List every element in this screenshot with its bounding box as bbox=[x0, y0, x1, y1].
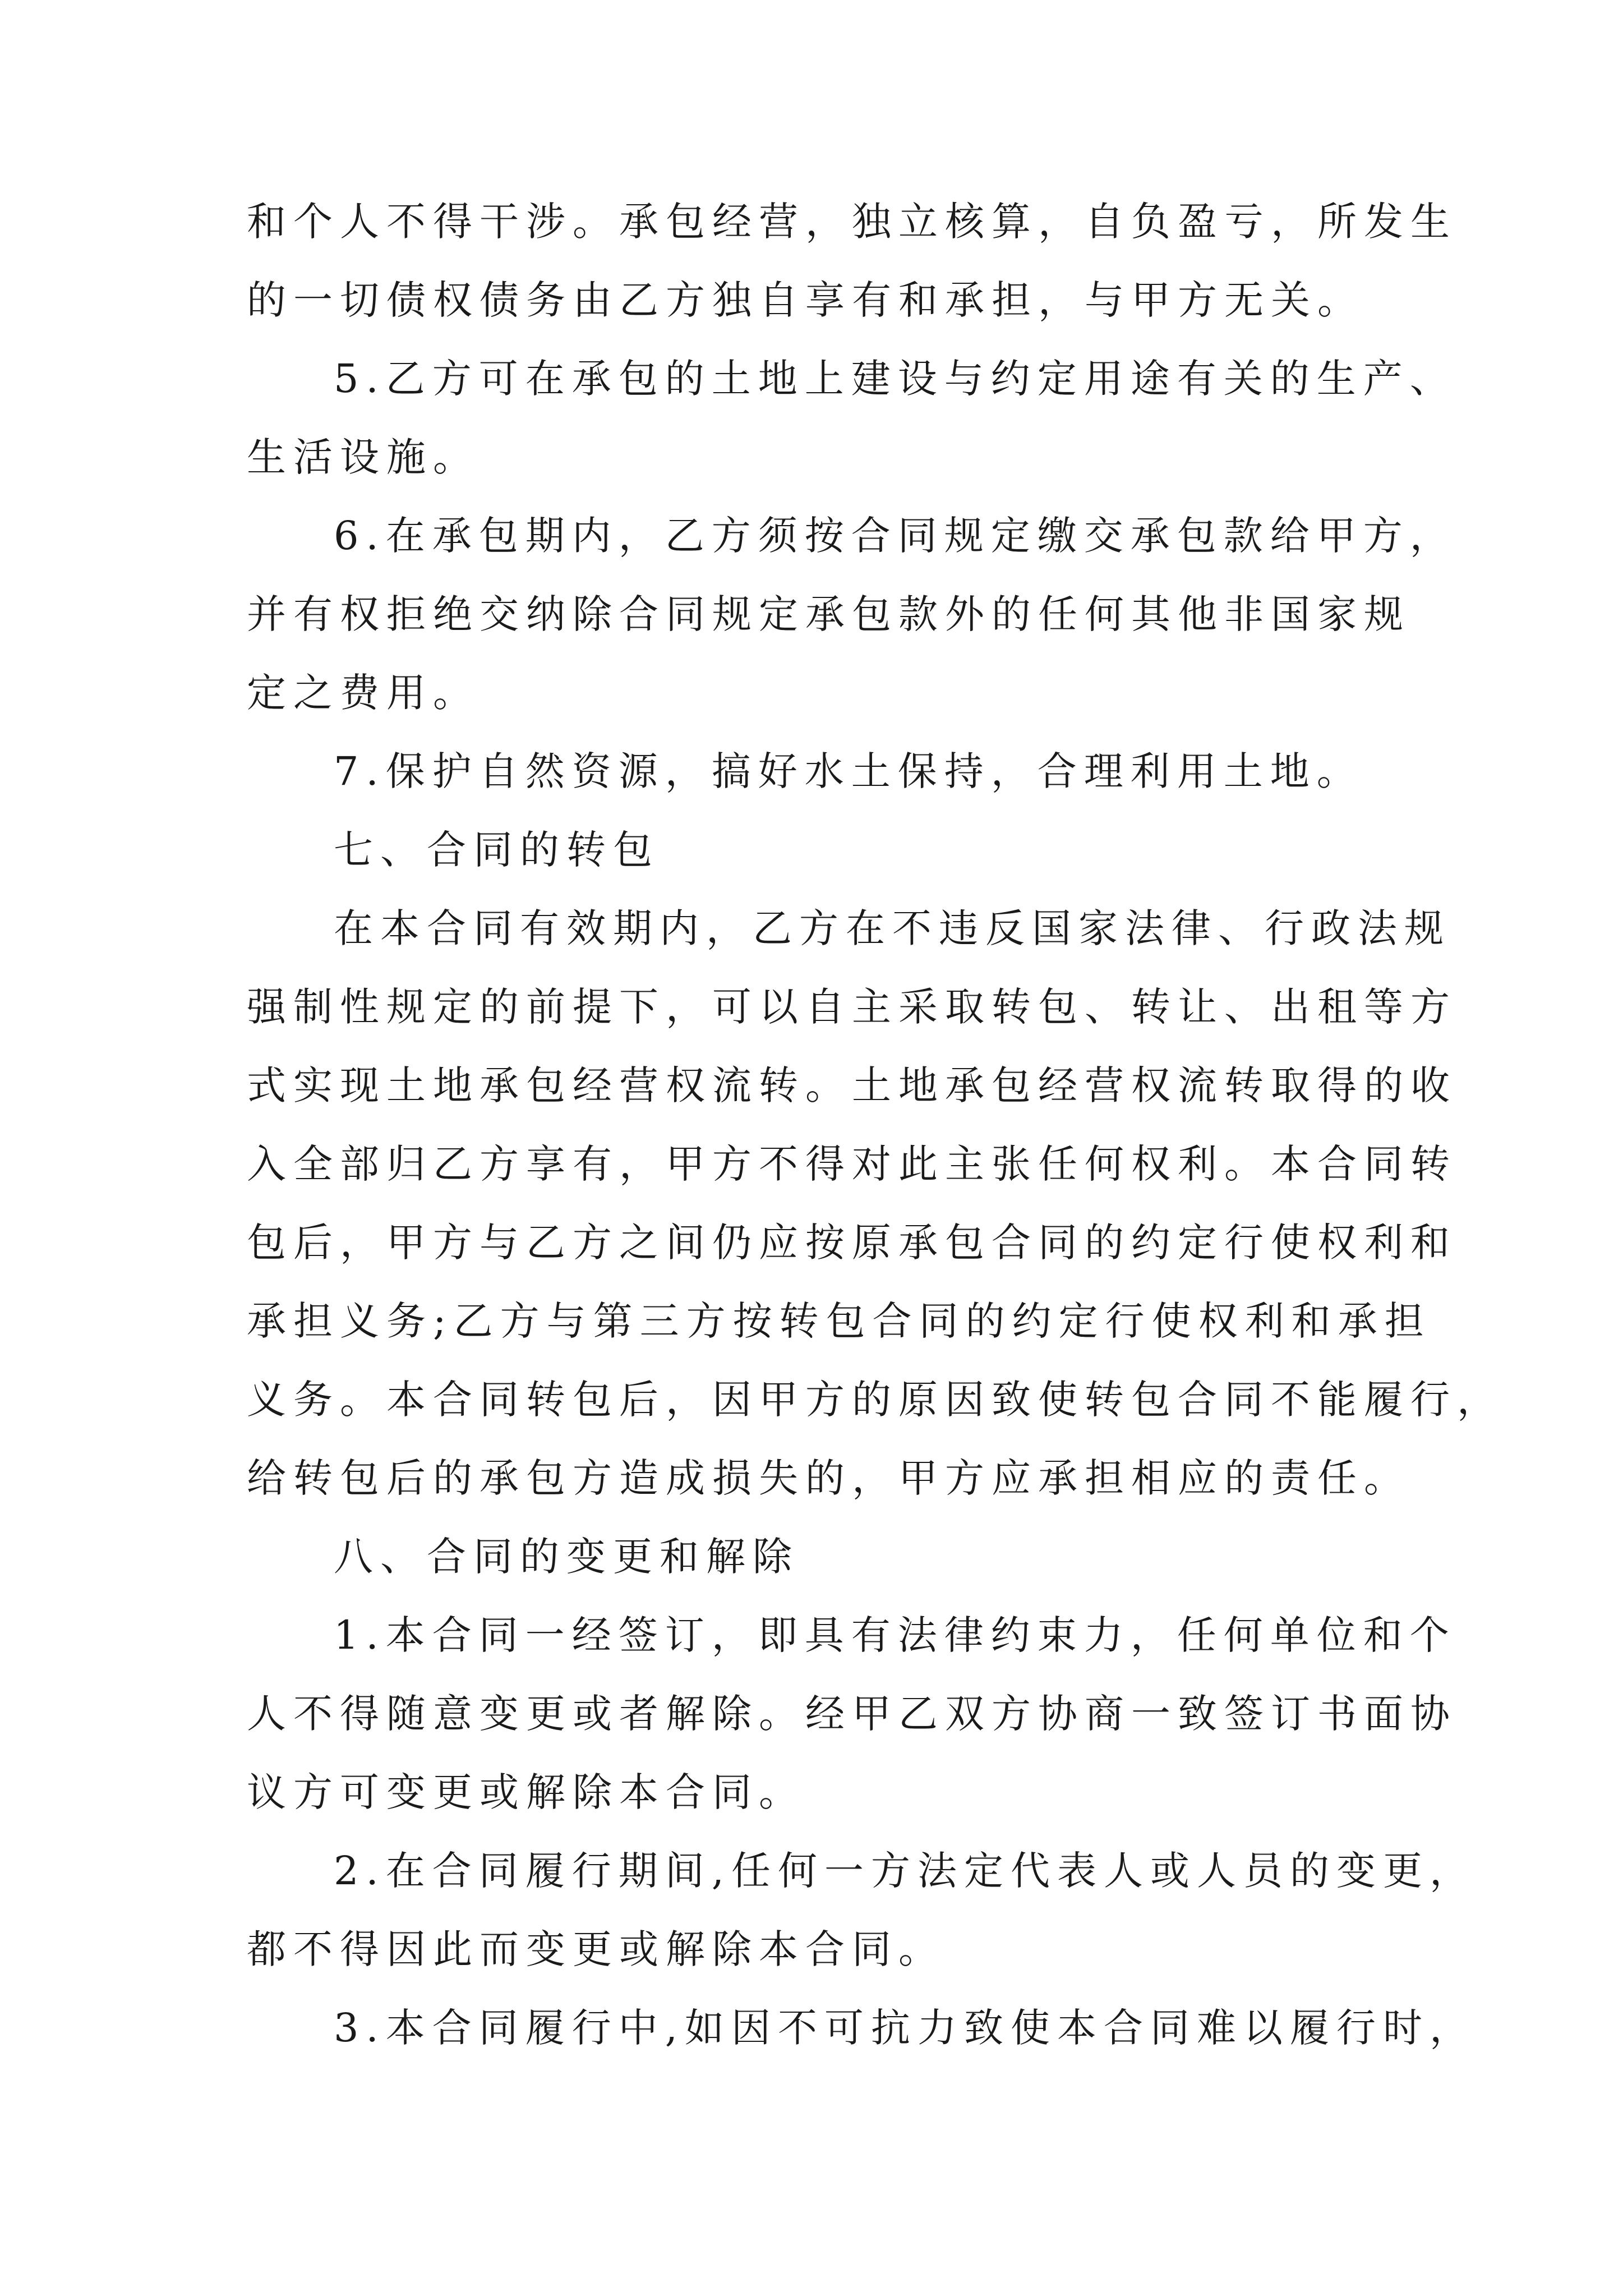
clause-2-line: 2.在合同履行期间,任何一方法定代表人或人员的变更， bbox=[334, 1848, 1477, 1894]
body-line: 强制性规定的前提下，可以自主采取转包、转让、出租等方 bbox=[247, 984, 1457, 1030]
clause-3-line: 3.本合同履行中,如因不可抗力致使本合同难以履行时， bbox=[334, 2005, 1477, 2051]
body-line: 式实现土地承包经营权流转。土地承包经营权流转取得的收 bbox=[247, 1062, 1457, 1108]
body-line: 给转包后的承包方造成损失的，甲方应承担相应的责任。 bbox=[247, 1455, 1410, 1501]
body-line: 都不得因此而变更或解除本合同。 bbox=[247, 1926, 945, 1972]
clause-5-line: 5.乙方可在承包的土地上建设与约定用途有关的生产、 bbox=[334, 356, 1456, 402]
body-line: 议方可变更或解除本合同。 bbox=[247, 1769, 805, 1815]
clause-1-line: 1.本合同一经签订，即具有法律约束力，任何单位和个 bbox=[334, 1612, 1456, 1658]
body-line: 并有权拒绝交纳除合同规定承包款外的任何其他非国家规 bbox=[247, 591, 1410, 637]
body-line: 人不得随意变更或者解除。经甲乙双方协商一致签订书面协 bbox=[247, 1691, 1457, 1737]
section-heading-subcontract: 七、合同的转包 bbox=[334, 827, 660, 873]
body-line: 承担义务;乙方与第三方按转包合同的约定行使权利和承担 bbox=[247, 1298, 1431, 1344]
body-line: 包后，甲方与乙方之间仍应按原承包合同的约定行使权利和 bbox=[247, 1220, 1457, 1266]
body-line: 和个人不得干涉。承包经营，独立核算，自负盈亏，所发生 bbox=[247, 199, 1457, 245]
body-line: 生活设施。 bbox=[247, 434, 479, 480]
clause-6-line: 6.在承包期内，乙方须按合同规定缴交承包款给甲方， bbox=[334, 513, 1456, 559]
body-line: 的一切债权债务由乙方独自享有和承担，与甲方无关。 bbox=[247, 277, 1364, 323]
body-line: 入全部归乙方享有，甲方不得对此主张任何权利。本合同转 bbox=[247, 1141, 1457, 1187]
body-line: 义务。本合同转包后，因甲方的原因致使转包合同不能履行， bbox=[247, 1377, 1504, 1423]
body-line: 在本合同有效期内，乙方在不违反国家法律、行政法规 bbox=[334, 905, 1451, 951]
body-line: 定之费用。 bbox=[247, 670, 479, 716]
section-heading-change-termination: 八、合同的变更和解除 bbox=[334, 1534, 799, 1580]
clause-7-line: 7.保护自然资源，搞好水土保持，合理利用土地。 bbox=[334, 748, 1363, 794]
